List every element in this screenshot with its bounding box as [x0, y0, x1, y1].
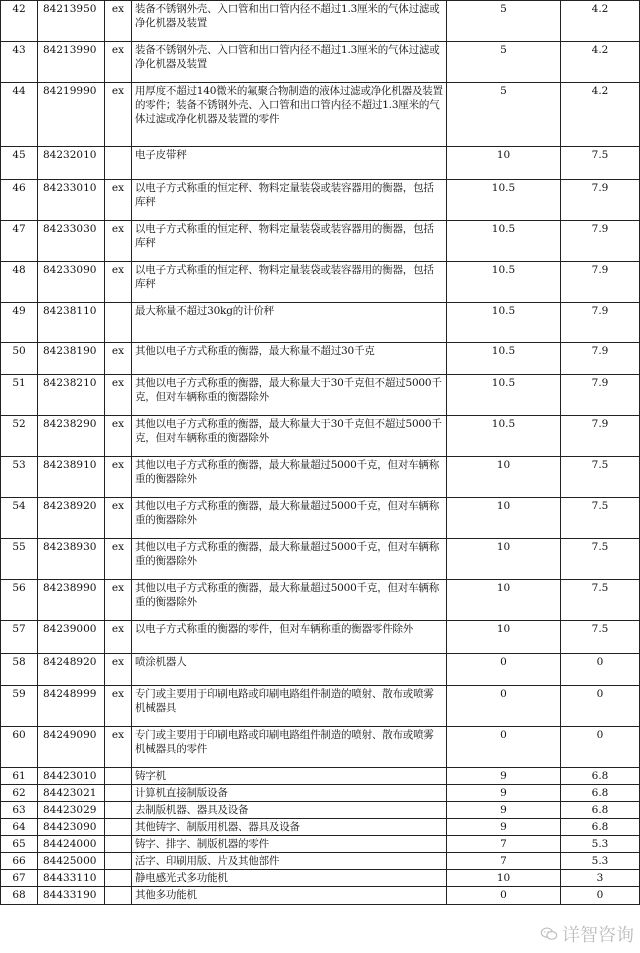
row-number: 44 [1, 83, 38, 147]
ex-marker: ex [105, 654, 132, 686]
tariff-rate-1: 10.5 [447, 180, 561, 221]
tariff-rate-2: 7.9 [561, 343, 640, 375]
product-description: 装备不锈钢外壳、入口管和出口管内径不超过1.3厘米的气体过滤或净化机器及装置 [132, 1, 447, 42]
table-row [1, 180, 640, 221]
product-description: 以电子方式称重的恒定秤、物料定量装袋或装容器用的衡器，包括库秤 [132, 262, 447, 303]
row-number: 42 [1, 1, 38, 42]
product-description: 其他以电子方式称重的衡器，最大称量大于30千克但不超过5000千克，但对车辆称重的衡器除外 [132, 416, 447, 457]
table-row [1, 343, 640, 375]
ex-marker: ex [105, 1, 132, 42]
hs-code: 84238210 [38, 375, 105, 416]
ex-marker [105, 836, 132, 853]
row-number: 65 [1, 836, 38, 853]
product-description: 专门或主要用于印刷电路或印刷电路组件制造的喷射、散布或喷雾机械器具的零件 [132, 727, 447, 768]
hs-code: 84238110 [38, 303, 105, 343]
tariff-rate-2: 7.5 [561, 457, 640, 498]
hs-code: 84424000 [38, 836, 105, 853]
table-row [1, 654, 640, 686]
tariff-rate-1: 0 [447, 654, 561, 686]
product-description: 以电子方式称重的衡器的零件，但对车辆称重的衡器零件除外 [132, 621, 447, 654]
ex-marker: ex [105, 42, 132, 83]
row-number: 52 [1, 416, 38, 457]
tariff-rate-2: 6.8 [561, 819, 640, 836]
hs-code: 84238190 [38, 343, 105, 375]
tariff-rate-1: 10 [447, 580, 561, 621]
table-row [1, 416, 640, 457]
tariff-rate-2: 7.5 [561, 498, 640, 539]
hs-code: 84238920 [38, 498, 105, 539]
row-number: 51 [1, 375, 38, 416]
table-row [1, 539, 640, 580]
tariff-rate-2: 0 [561, 727, 640, 768]
table-row [1, 262, 640, 303]
hs-code: 84248920 [38, 654, 105, 686]
tariff-rate-1: 10 [447, 539, 561, 580]
row-number: 53 [1, 457, 38, 498]
row-number: 46 [1, 180, 38, 221]
product-description: 活字、印刷用版、片及其他部件 [132, 853, 447, 870]
hs-code: 84238990 [38, 580, 105, 621]
row-number: 63 [1, 802, 38, 819]
hs-code: 84233030 [38, 221, 105, 262]
wechat-icon [540, 927, 558, 941]
product-description: 其他铸字、制版用机器、器具及设备 [132, 819, 447, 836]
ex-marker: ex [105, 539, 132, 580]
tariff-rate-2: 7.9 [561, 303, 640, 343]
ex-marker: ex [105, 727, 132, 768]
ex-marker: ex [105, 262, 132, 303]
tariff-rate-1: 5 [447, 83, 561, 147]
table-row [1, 83, 640, 147]
row-number: 54 [1, 498, 38, 539]
table-row [1, 870, 640, 887]
tariff-rate-2: 0 [561, 887, 640, 905]
row-number: 55 [1, 539, 38, 580]
row-number: 50 [1, 343, 38, 375]
product-description: 电子皮带秤 [132, 147, 447, 180]
tariff-rate-2: 5.3 [561, 853, 640, 870]
tariff-rate-1: 5 [447, 1, 561, 42]
product-description: 去制版机器、器具及设备 [132, 802, 447, 819]
ex-marker [105, 147, 132, 180]
hs-code: 84248999 [38, 686, 105, 727]
product-description: 其他以电子方式称重的衡器，最大称量不超过30千克 [132, 343, 447, 375]
product-description: 其他以电子方式称重的衡器，最大称量超过5000千克，但对车辆称重的衡器除外 [132, 539, 447, 580]
ex-marker: ex [105, 621, 132, 654]
table-row [1, 853, 640, 870]
row-number: 47 [1, 221, 38, 262]
ex-marker [105, 870, 132, 887]
tariff-rate-1: 10 [447, 498, 561, 539]
tariff-rate-1: 9 [447, 785, 561, 802]
product-description: 铸字机 [132, 768, 447, 785]
table-body [1, 1, 640, 905]
product-description: 最大称量不超过30kg的计价秤 [132, 303, 447, 343]
table-row [1, 580, 640, 621]
ex-marker [105, 802, 132, 819]
ex-marker: ex [105, 221, 132, 262]
tariff-rate-2: 7.5 [561, 621, 640, 654]
tariff-rate-2: 7.5 [561, 580, 640, 621]
tariff-rate-2: 6.8 [561, 802, 640, 819]
tariff-rate-2: 3 [561, 870, 640, 887]
row-number: 57 [1, 621, 38, 654]
row-number: 61 [1, 768, 38, 785]
tariff-rate-2: 7.5 [561, 147, 640, 180]
row-number: 43 [1, 42, 38, 83]
watermark [540, 921, 634, 947]
tariff-rate-1: 10 [447, 870, 561, 887]
tariff-rate-2: 7.9 [561, 416, 640, 457]
tariff-rate-1: 0 [447, 727, 561, 768]
tariff-rate-1: 10 [447, 621, 561, 654]
tariff-rate-1: 9 [447, 802, 561, 819]
table-row [1, 147, 640, 180]
ex-marker: ex [105, 83, 132, 147]
tariff-rate-1: 10.5 [447, 416, 561, 457]
hs-code: 84233010 [38, 180, 105, 221]
hs-code: 84423029 [38, 802, 105, 819]
tariff-rate-1: 0 [447, 887, 561, 905]
product-description: 用厚度不超过140微米的氟聚合物制造的液体过滤或净化机器及装置的零件；装备不锈钢外壳、入口管和出口管内径不超过1.3厘米的气体过滤或净化机器及装置的零件 [132, 83, 447, 147]
row-number: 62 [1, 785, 38, 802]
tariff-rate-1: 10.5 [447, 343, 561, 375]
ex-marker: ex [105, 343, 132, 375]
tariff-rate-1: 7 [447, 836, 561, 853]
hs-code: 84232010 [38, 147, 105, 180]
product-description: 专门或主要用于印刷电路或印刷电路组件制造的喷射、散布或喷雾机械器具 [132, 686, 447, 727]
table-row [1, 303, 640, 343]
tariff-rate-2: 7.5 [561, 539, 640, 580]
tariff-rate-2: 0 [561, 686, 640, 727]
table-row [1, 836, 640, 853]
row-number: 67 [1, 870, 38, 887]
tariff-rate-2: 6.8 [561, 785, 640, 802]
table-row [1, 375, 640, 416]
hs-code: 84433190 [38, 887, 105, 905]
ex-marker [105, 853, 132, 870]
tariff-rate-1: 10.5 [447, 221, 561, 262]
ex-marker [105, 785, 132, 802]
hs-code: 84423010 [38, 768, 105, 785]
product-description: 其他以电子方式称重的衡器，最大称量超过5000千克，但对车辆称重的衡器除外 [132, 580, 447, 621]
tariff-rate-1: 7 [447, 853, 561, 870]
hs-code: 84239000 [38, 621, 105, 654]
product-description: 铸字、排字、制版机器的零件 [132, 836, 447, 853]
tariff-rate-1: 9 [447, 819, 561, 836]
hs-code: 84213950 [38, 1, 105, 42]
product-description: 其他以电子方式称重的衡器，最大称量超过5000千克，但对车辆称重的衡器除外 [132, 457, 447, 498]
table-row [1, 887, 640, 905]
ex-marker: ex [105, 498, 132, 539]
row-number: 59 [1, 686, 38, 727]
tariff-rate-1: 10.5 [447, 375, 561, 416]
row-number: 60 [1, 727, 38, 768]
ex-marker [105, 819, 132, 836]
row-number: 66 [1, 853, 38, 870]
product-description: 以电子方式称重的恒定秤、物料定量装袋或装容器用的衡器，包括库秤 [132, 180, 447, 221]
tariff-rate-1: 0 [447, 686, 561, 727]
product-description: 其他以电子方式称重的衡器，最大称量大于30千克但不超过5000千克，但对车辆称重的衡器除外 [132, 375, 447, 416]
product-description: 其他多功能机 [132, 887, 447, 905]
product-description: 装备不锈钢外壳、入口管和出口管内径不超过1.3厘米的气体过滤或净化机器及装置 [132, 42, 447, 83]
tariff-rate-2: 7.9 [561, 375, 640, 416]
hs-code: 84249090 [38, 727, 105, 768]
ex-marker: ex [105, 457, 132, 498]
ex-marker: ex [105, 686, 132, 727]
table-row [1, 768, 640, 785]
hs-code: 84213990 [38, 42, 105, 83]
tariff-rate-2: 5.3 [561, 836, 640, 853]
hs-code: 84233090 [38, 262, 105, 303]
hs-code: 84219990 [38, 83, 105, 147]
table-row [1, 221, 640, 262]
tariff-rate-2: 4.2 [561, 42, 640, 83]
hs-code: 84423021 [38, 785, 105, 802]
tariff-rate-1: 10 [447, 457, 561, 498]
table-row [1, 498, 640, 539]
ex-marker: ex [105, 416, 132, 457]
hs-code: 84423090 [38, 819, 105, 836]
table-row [1, 1, 640, 42]
product-description: 其他以电子方式称重的衡器，最大称量超过5000千克，但对车辆称重的衡器除外 [132, 498, 447, 539]
table-row [1, 686, 640, 727]
table-row [1, 42, 640, 83]
hs-code: 84238930 [38, 539, 105, 580]
product-description: 喷涂机器人 [132, 654, 447, 686]
tariff-rate-2: 6.8 [561, 768, 640, 785]
tariff-rate-2: 0 [561, 654, 640, 686]
ex-marker: ex [105, 180, 132, 221]
tariff-rate-2: 7.9 [561, 180, 640, 221]
tariff-rate-2: 7.9 [561, 262, 640, 303]
row-number: 56 [1, 580, 38, 621]
tariff-rate-1: 10.5 [447, 303, 561, 343]
table-row [1, 621, 640, 654]
table-row [1, 785, 640, 802]
product-description: 以电子方式称重的恒定秤、物料定量装袋或装容器用的衡器，包括库秤 [132, 221, 447, 262]
ex-marker: ex [105, 375, 132, 416]
ex-marker [105, 768, 132, 785]
tariff-rate-1: 5 [447, 42, 561, 83]
row-number: 58 [1, 654, 38, 686]
hs-code: 84433110 [38, 870, 105, 887]
tariff-rate-1: 9 [447, 768, 561, 785]
table-row [1, 819, 640, 836]
ex-marker: ex [105, 580, 132, 621]
product-description: 计算机直接制版设备 [132, 785, 447, 802]
hs-code: 84425000 [38, 853, 105, 870]
tariff-rate-1: 10 [447, 147, 561, 180]
product-description: 静电感光式多功能机 [132, 870, 447, 887]
row-number: 49 [1, 303, 38, 343]
table-row [1, 727, 640, 768]
row-number: 64 [1, 819, 38, 836]
table-row [1, 457, 640, 498]
tariff-rate-1: 10.5 [447, 262, 561, 303]
tariff-rate-2: 4.2 [561, 1, 640, 42]
hs-code: 84238910 [38, 457, 105, 498]
watermark-text: 详智咨询 [562, 925, 634, 946]
tariff-rate-2: 4.2 [561, 83, 640, 147]
tariff-rate-2: 7.9 [561, 221, 640, 262]
row-number: 48 [1, 262, 38, 303]
row-number: 45 [1, 147, 38, 180]
ex-marker [105, 887, 132, 905]
ex-marker [105, 303, 132, 343]
table-row [1, 802, 640, 819]
row-number: 68 [1, 887, 38, 905]
hs-code: 84238290 [38, 416, 105, 457]
